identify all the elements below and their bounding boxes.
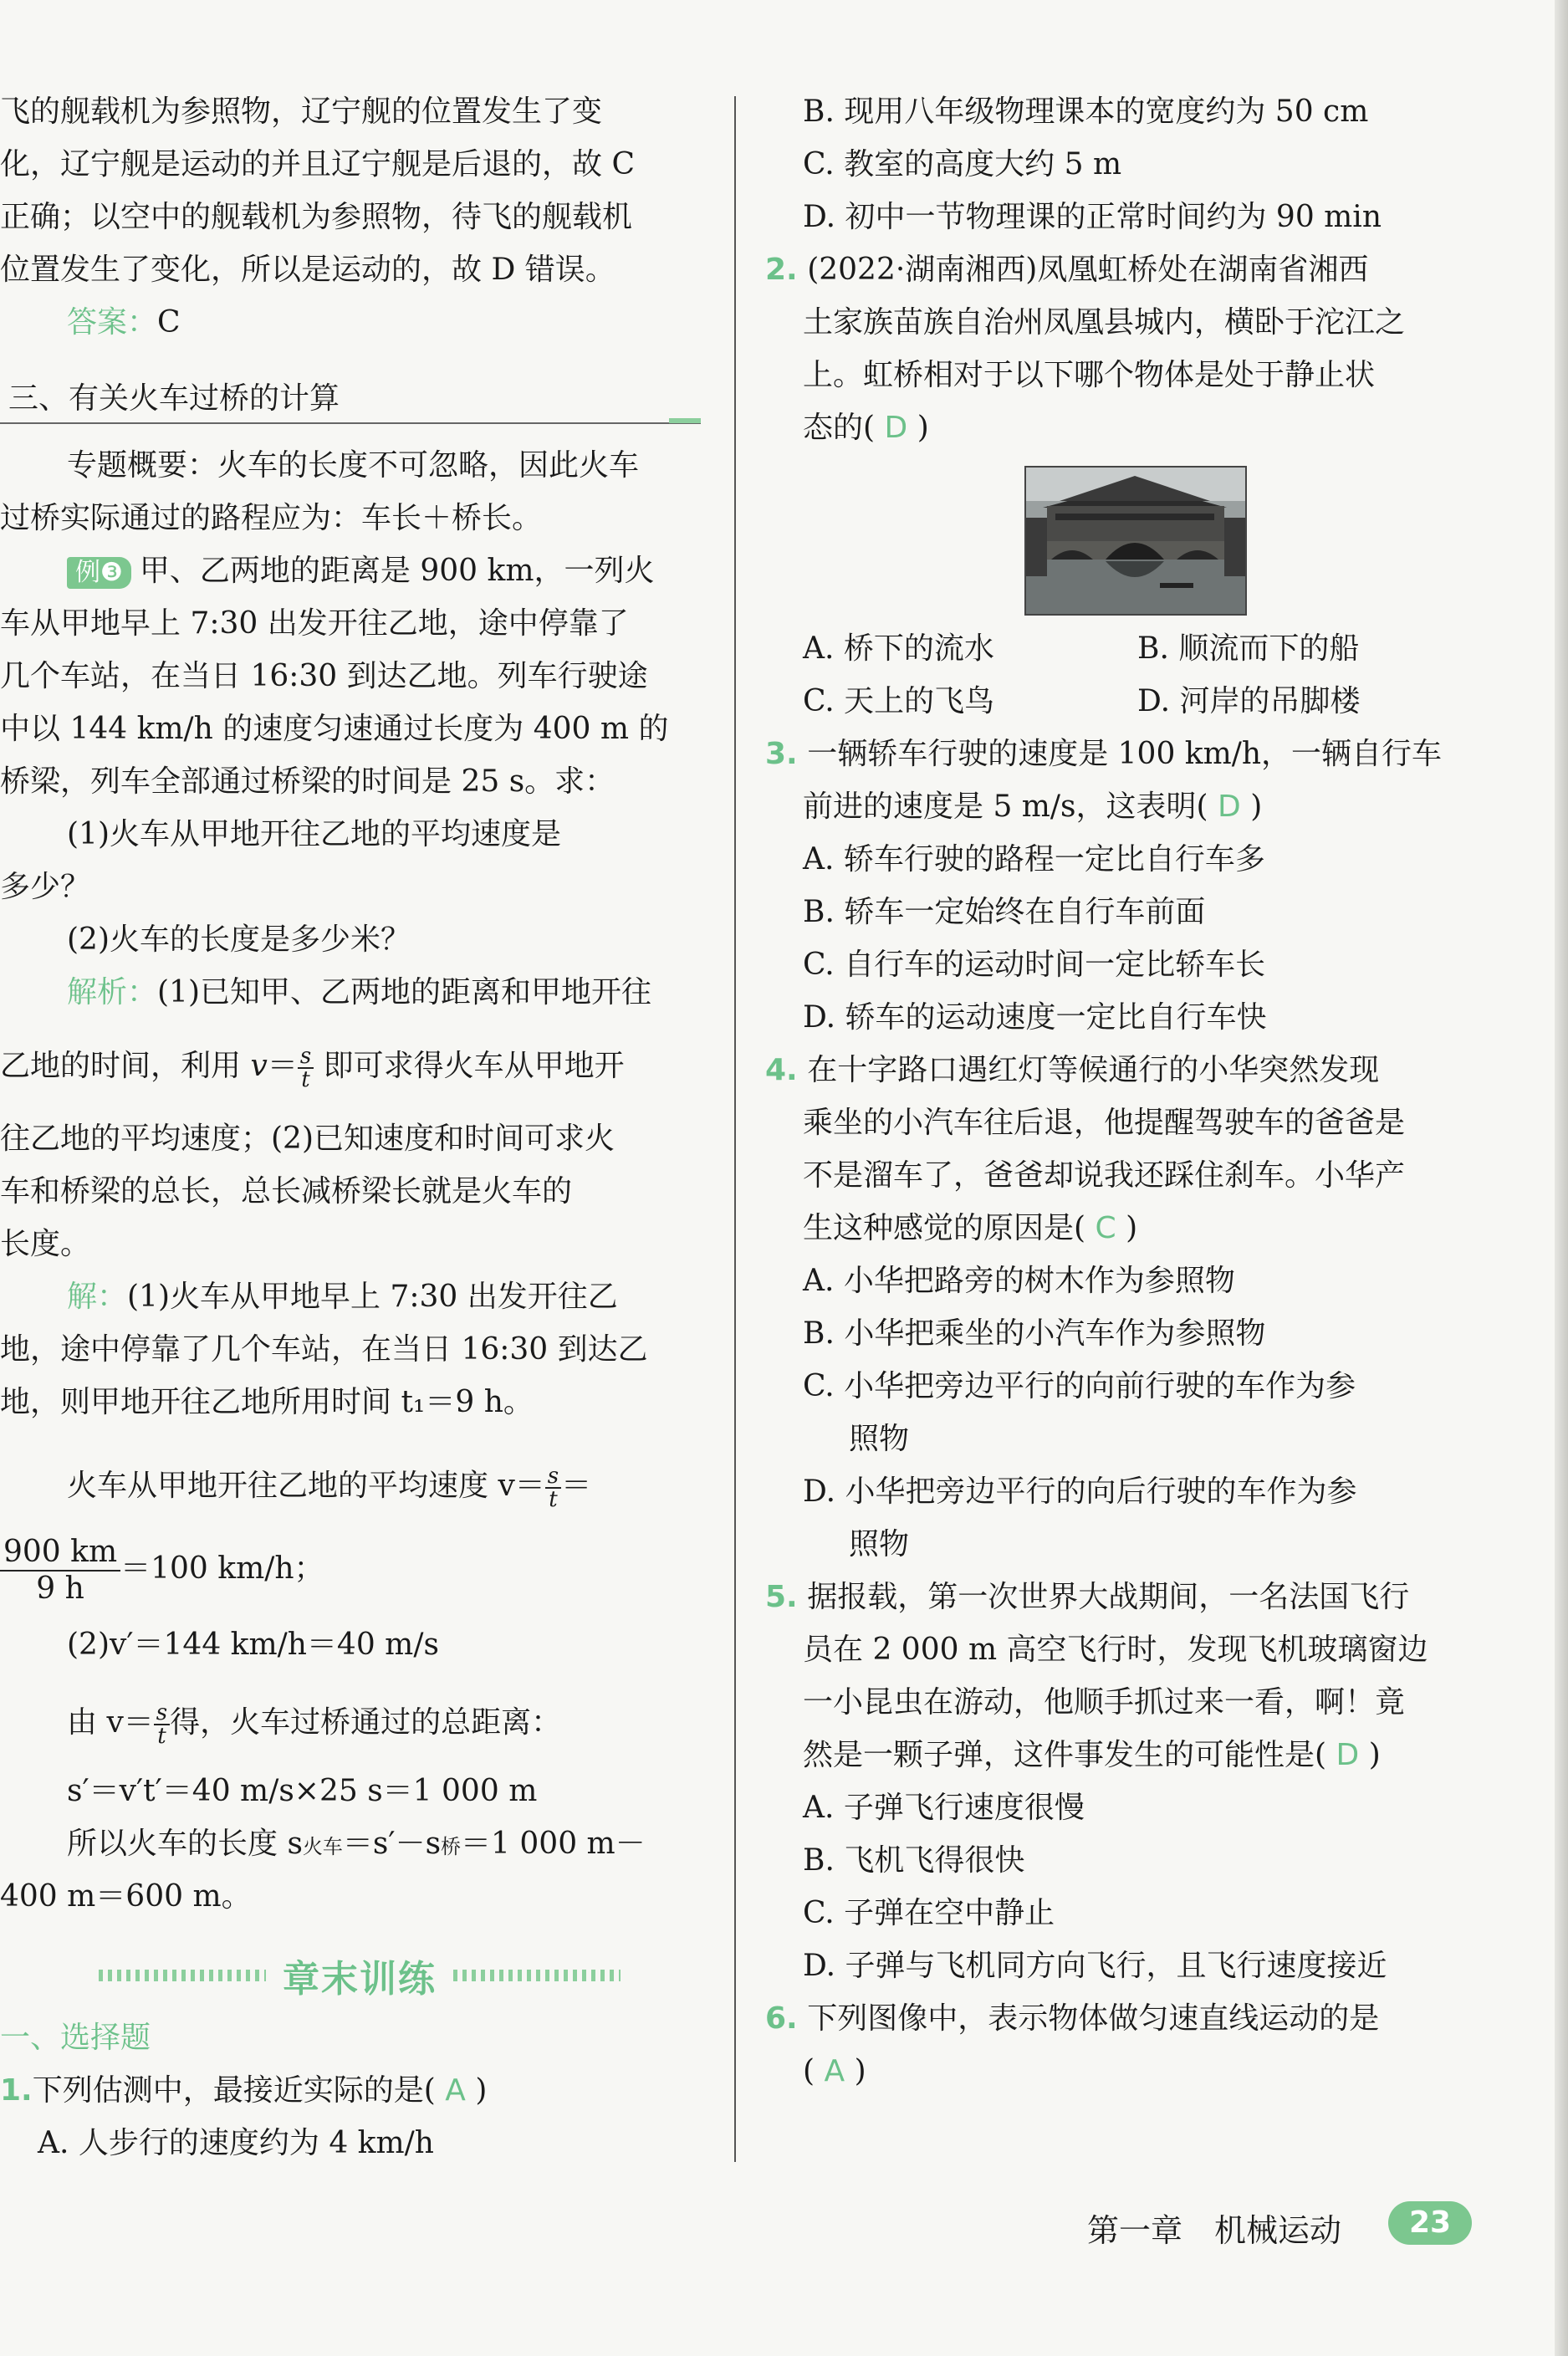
page-edge-shadow (1555, 0, 1568, 2356)
example-text: 桥梁，列车全部通过桥梁的时间是 25 s。求： (0, 764, 615, 799)
fraction-numerator: s (154, 1702, 170, 1725)
answer-value: C (157, 305, 181, 340)
question-text: 然是一颗子弹，这件事发生的可能性是( (803, 1738, 1327, 1772)
question-text: (1)火车从甲地开往乙地的平均速度是 (67, 817, 561, 851)
question-text: ) (854, 2054, 866, 2088)
question-text-end (803, 410, 929, 447)
question-text-end (803, 1210, 1137, 1247)
footer-chapter-title: 第一章 机械运动 (1087, 2212, 1342, 2249)
fraction-denominator: t (549, 1487, 558, 1512)
option-c-cont: 照物 (849, 1422, 910, 1456)
fraction-denominator: 9 h (36, 1572, 84, 1606)
solution-formula-line (67, 1702, 561, 1747)
analysis-label: 解析： (67, 975, 158, 1009)
analysis-formula-line: 乙地的时间，利用 v＝ $\frac{s}{t}$ 即可求得火车从甲地开 (0, 1044, 625, 1092)
bridge-photo (1024, 466, 1247, 616)
solution-formula-line: 火车从甲地开往乙地的平均速度 v＝ $\frac{s}{t}$ ＝ (67, 1464, 592, 1512)
example-text: 甲、乙两地的距离是 900 km，一列火 (139, 554, 655, 588)
solution-line (67, 1279, 618, 1316)
option-d: D. 小华把旁边平行的向后行驶的车作为参 (803, 1474, 1357, 1509)
question-6 (765, 2001, 1379, 2037)
solution-text: 地，途中停靠了几个车站，在当日 16:30 到达乙 (0, 1332, 648, 1367)
analysis-text: 乙地的时间，利用 (0, 1049, 242, 1083)
question-text: 上。虹桥相对于以下哪个物体是处于静止状 (803, 358, 1376, 392)
topic-overview: 过桥实际通过的路程应为：车长＋桥长。 (0, 501, 543, 535)
solution-formula-line (67, 1826, 646, 1865)
question-text: 一辆轿车行驶的速度是 100 km/h，一辆自行车 (807, 737, 1443, 771)
solution-text: 地，则甲地开往乙地所用时间 t₁＝9 h。 (0, 1385, 534, 1419)
option-c: C. 天上的飞鸟 (803, 684, 995, 718)
question-text: 乘坐的小汽车往后退，他提醒驾驶车的爸爸是 (803, 1106, 1406, 1140)
option-a: A. 桥下的流水 (803, 631, 994, 666)
solution-text: ＝100 km/h； (120, 1551, 324, 1586)
text-line: 正确；以空中的舰载机为参照物，待飞的舰载机 (0, 200, 633, 234)
question-text: ) (917, 411, 929, 445)
text-line: 位置发生了变化，所以是运动的，故 D 错误。 (0, 253, 615, 287)
fraction-s-over-t (545, 1465, 561, 1510)
question-text: ) (1126, 1211, 1138, 1245)
option-d: D. 子弹与飞机同方向飞行，且飞行速度接近 (803, 1949, 1387, 1983)
analysis-text: 往乙地的平均速度；(2)已知速度和时间可求火 (0, 1122, 615, 1156)
question-number: 6. (765, 2001, 798, 2036)
solution-text: ＝1 000 m－ (461, 1827, 646, 1861)
answer-mark: D (1336, 1738, 1360, 1772)
question-number: 5. (765, 1580, 798, 1614)
option-c: C. 教室的高度大约 5 m (803, 147, 1122, 181)
question-5 (765, 1579, 1409, 1616)
option-b: B. 顺流而下的船 (1137, 631, 1360, 666)
fraction-distance-over-time (0, 1535, 120, 1607)
question-text: 生这种感觉的原因是( (803, 1211, 1086, 1245)
solution-label: 解： (67, 1280, 128, 1314)
section-title: 三、有关火车过桥的计算 (8, 381, 340, 416)
question-text: 土家族苗族自治州凤凰县城内，横卧于沱江之 (803, 305, 1406, 340)
bridge-photo-illustration (1026, 468, 1245, 614)
answer-mark: D (1218, 790, 1241, 824)
solution-text: 火车从甲地开往乙地的平均速度 v＝ (67, 1469, 545, 1503)
option-d: D. 初中一节物理课的正常时间约为 90 min (803, 200, 1382, 234)
analysis-line (67, 974, 651, 1011)
question-1 (0, 2072, 487, 2109)
fraction-s-over-t (154, 1702, 170, 1747)
page-number: 23 (1388, 2201, 1472, 2245)
banner-dashes-right (453, 1970, 621, 1981)
solution-text: 所以火车的长度 s (67, 1827, 303, 1861)
answer-mark: A (824, 2054, 845, 2088)
answer-line (67, 304, 181, 341)
question-number: 1. (0, 2073, 33, 2108)
question-text: 态的( (803, 411, 876, 445)
fraction-denominator: t (301, 1067, 310, 1092)
question-text-end (803, 1737, 1381, 1774)
mc-section-title: 一、选择题 (0, 2021, 151, 2055)
option-d: D. 轿车的运动速度一定比自行车快 (803, 1000, 1267, 1035)
question-text: 一小昆虫在游动，他顺手抓过来一看，啊！竟 (803, 1685, 1406, 1720)
question-text: ) (1250, 790, 1263, 824)
question-number: 3. (765, 737, 798, 771)
example-intro (67, 553, 654, 590)
option-d: D. 河岸的吊脚楼 (1137, 684, 1361, 718)
option-a: A. 人步行的速度约为 4 km/h (38, 2126, 434, 2160)
analysis-text: 车和桥梁的总长，总长减桥梁长就是火车的 (0, 1174, 573, 1209)
banner-title: 章末训练 (283, 1958, 437, 2001)
option-a: A. 轿车行驶的路程一定比自行车多 (803, 842, 1265, 876)
fraction-numerator: s (298, 1045, 314, 1069)
question-text-end (803, 789, 1262, 825)
question-2 (765, 252, 1368, 289)
question-text-end (803, 2053, 866, 2090)
option-c: C. 自行车的运动时间一定比轿车长 (803, 948, 1266, 982)
analysis-text: 即可求得火车从甲地开 (323, 1049, 625, 1083)
question-text: (2022·湖南湘西)凤凰虹桥处在湖南省湘西 (807, 253, 1369, 287)
question-text: 据报载，第一次世界大战期间，一名法国飞行 (807, 1580, 1410, 1614)
solution-text: 由 v＝ (67, 1705, 154, 1740)
question-number: 2. (765, 253, 798, 287)
section-underline-accent (669, 418, 701, 423)
question-number: 4. (765, 1053, 798, 1087)
section-underline (0, 422, 701, 424)
option-a: A. 小华把路旁的树木作为参照物 (803, 1264, 1235, 1298)
banner-dashes-left (99, 1970, 266, 1981)
solution-text: 得，火车过桥通过的总距离： (170, 1705, 562, 1740)
option-b: B. 飞机飞得很快 (803, 1843, 1025, 1878)
subscript: 桥 (441, 1835, 462, 1858)
question-text: 下列图像中，表示物体做匀速直线运动的是 (807, 2001, 1380, 2036)
question-3 (765, 736, 1442, 773)
question-text: ( (803, 2054, 815, 2088)
example-text: 车从甲地早上 7:30 出发开往乙地，途中停靠了 (0, 606, 629, 641)
answer-label: 答案： (67, 305, 158, 340)
fraction-denominator: t (157, 1724, 166, 1749)
analysis-text: (1)已知甲、乙两地的距离和甲地开往 (157, 975, 652, 1009)
question-text: 下列估测中，最接近实际的是( (32, 2073, 436, 2108)
option-a: A. 子弹飞行速度很慢 (803, 1791, 1085, 1825)
solution-formula-line (0, 1535, 324, 1607)
question-text: 前进的速度是 5 m/s，这表明( (803, 790, 1208, 824)
question-text: 在十字路口遇红灯等候通行的小华突然发现 (807, 1053, 1380, 1087)
option-b: B. 现用八年级物理课本的宽度约为 50 cm (803, 95, 1369, 129)
answer-mark: D (884, 411, 908, 445)
text-line: 飞的舰载机为参照物，辽宁舰的位置发生了变 (0, 95, 603, 129)
text-line: 化，辽宁舰是运动的并且辽宁舰是后退的，故 C (0, 147, 635, 181)
solution-text: ＝s′－s (342, 1827, 442, 1861)
question-4 (765, 1052, 1379, 1089)
solution-text: (1)火车从甲地早上 7:30 出发开往乙 (127, 1280, 618, 1314)
fraction-numerator: s (545, 1465, 561, 1489)
solution-text: (2)v′＝144 km/h＝40 m/s (67, 1628, 439, 1662)
question-text: (2)火车的长度是多少米？ (67, 922, 411, 957)
chapter-review-banner (75, 1949, 644, 1999)
option-b: B. 小华把乘坐的小汽车作为参照物 (803, 1316, 1266, 1351)
example-text: 中以 144 km/h 的速度匀速通过长度为 400 m 的 (0, 712, 669, 746)
option-b: B. 轿车一定始终在自行车前面 (803, 895, 1206, 929)
option-d-cont: 照物 (849, 1527, 910, 1561)
solution-text: 400 m＝600 m。 (0, 1879, 252, 1914)
answer-mark: C (1095, 1211, 1116, 1245)
analysis-text: 长度。 (0, 1227, 91, 1261)
column-divider (734, 96, 736, 2162)
option-c: C. 子弹在空中静止 (803, 1896, 1055, 1930)
option-c: C. 小华把旁边平行的向前行驶的车作为参 (803, 1369, 1356, 1403)
answer-mark: A (445, 2073, 466, 2108)
question-text: ) (1368, 1738, 1381, 1772)
question-text: 多少？ (0, 870, 91, 904)
solution-text: s′＝v′t′＝40 m/s×25 s＝1 000 m (67, 1774, 538, 1808)
example-tag: 例❸ (67, 557, 131, 589)
topic-overview: 专题概要：火车的长度不可忽略，因此火车 (67, 448, 640, 483)
example-text: 几个车站，在当日 16:30 到达乙地。列车行驶途 (0, 659, 648, 693)
fraction-numerator: 900 km (0, 1535, 120, 1572)
question-text: 员在 2 000 m 高空飞行时，发现飞机玻璃窗边 (803, 1633, 1428, 1667)
question-text: ) (475, 2073, 488, 2108)
question-text: 不是溜车了，爸爸却说我还踩住刹车。小华产 (803, 1158, 1406, 1193)
fraction-s-over-t (298, 1045, 314, 1091)
subscript: 火车 (302, 1835, 343, 1858)
